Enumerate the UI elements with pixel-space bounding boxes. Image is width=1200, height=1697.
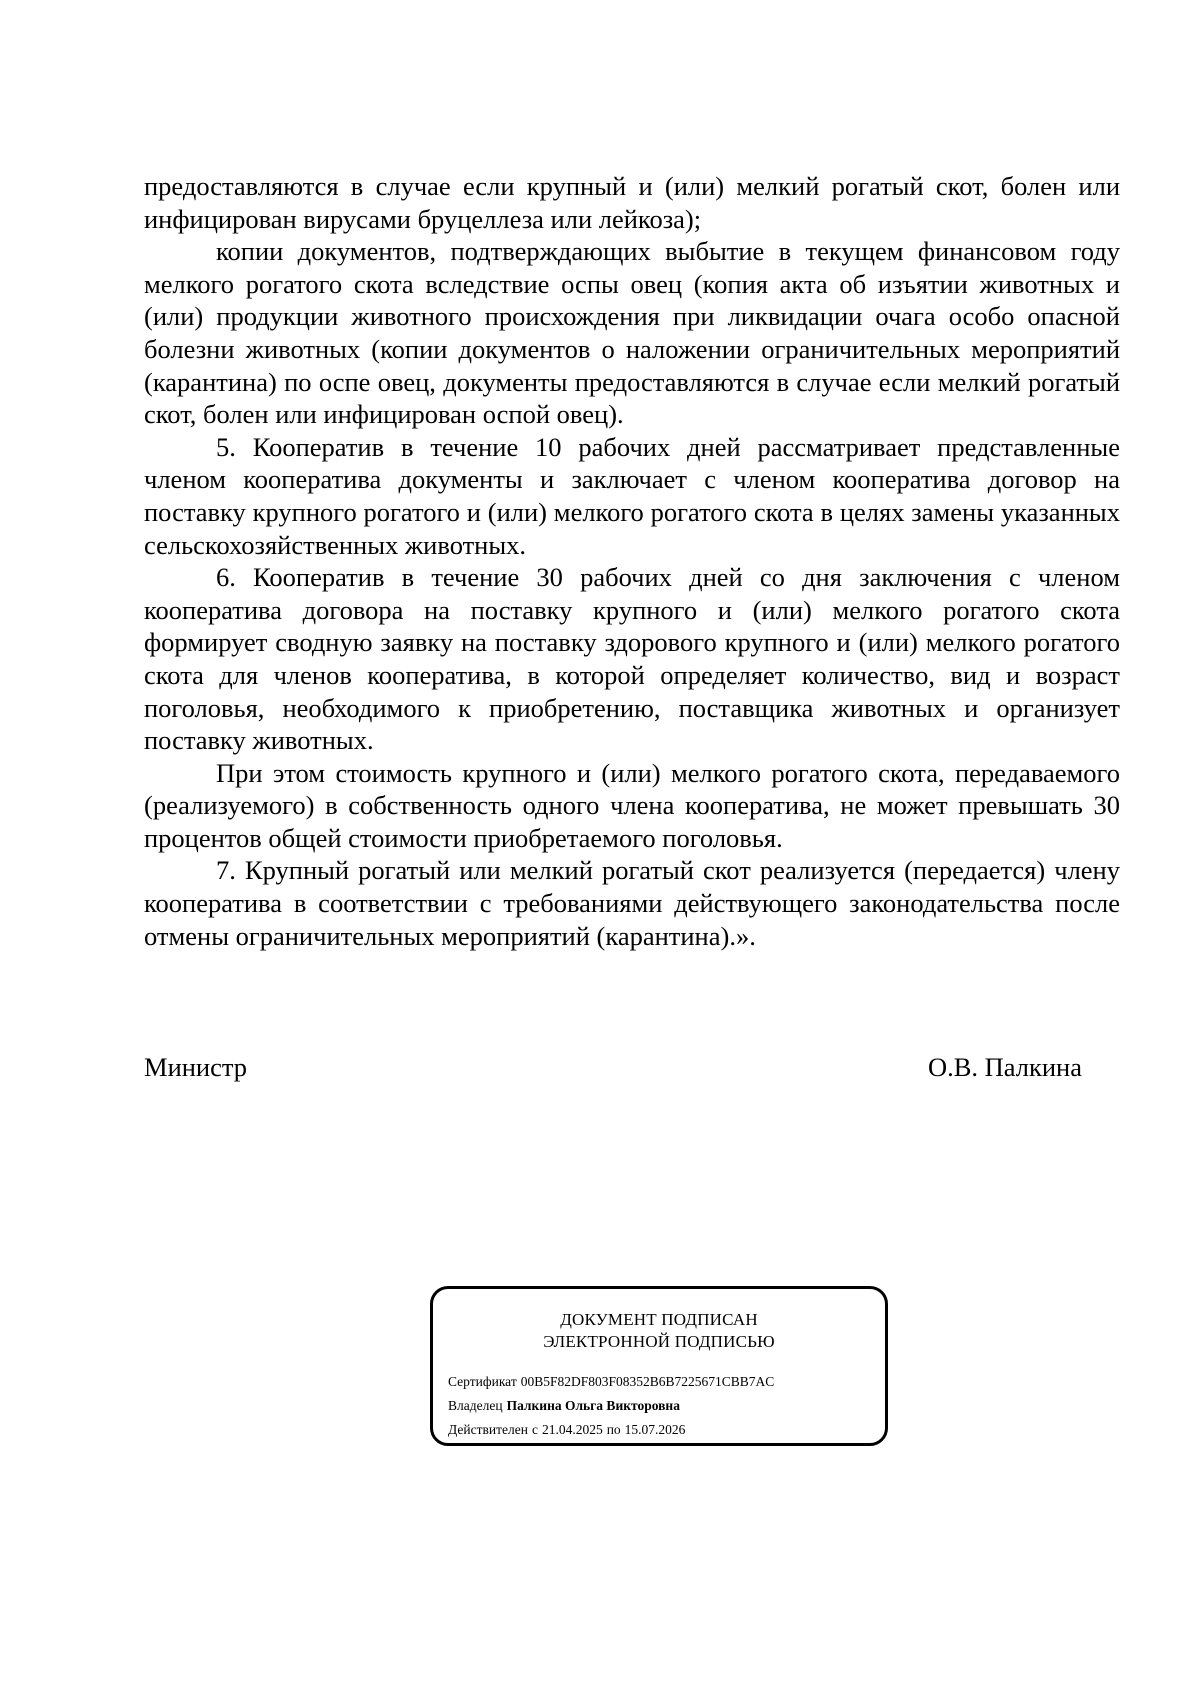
paragraph-cost-limit: При этом стоимость крупного и (или) мелкого рогатого скота, передаваемого (реализуемого) в собственность одного члена кооператива, не может превышать 30 процентов общей стоимости приобретаемого поголовья. [144, 757, 1120, 853]
stamp-certificate-row [448, 1373, 774, 1391]
signature-line [144, 1051, 1082, 1083]
stamp-certificate-value: 00B5F82DF803F08352B6B7225671CBB7AC [520, 1374, 775, 1389]
stamp-owner-label: Владелец [448, 1398, 503, 1413]
stamp-valid-from: 21.04.2025 [541, 1422, 603, 1437]
document-body [144, 170, 1120, 952]
stamp-valid-to-label: по [606, 1422, 621, 1437]
stamp-owner-row [448, 1397, 680, 1415]
signer-position: Министр [144, 1052, 248, 1082]
stamp-title [433, 1309, 885, 1353]
paragraph-item-5: 5. Кооператив в течение 10 рабочих дней рассматривает представленные членом кооператива документы и заключает с членом кооператива договор на поставку крупного рогатого и (или) мелкого рогатого скота в целях замены указанных сельскохозяйственных животных. [144, 431, 1120, 560]
stamp-title-line-1: ДОКУМЕНТ ПОДПИСАН [560, 1310, 758, 1329]
stamp-owner-value: Палкина Ольга Викторовна [506, 1398, 680, 1413]
stamp-validity-label: Действителен [448, 1422, 528, 1437]
stamp-certificate-label: Сертификат [448, 1374, 517, 1389]
paragraph-documents-copies: копии документов, подтверждающих выбытие в текущем финансовом году мелкого рогатого скота вследствие оспы овец (копия акта об изъятии животных и (или) продукции животного происхождения при ликвидации очага особо опасной болезни животных (копии документов о наложении ограничительных мероприятий (карантина) по оспе овец, документы предоставляются в случае если мелкий рогатый скот, болен или инфицирован оспой овец). [144, 236, 1120, 430]
stamp-valid-from-label: с [531, 1422, 538, 1437]
paragraph-item-7: 7. Крупный рогатый или мелкий рогатый скот реализуется (передается) члену кооператива в соответствии с требованиями действующего законодательства после отмены ограничительных мероприятий (карантина).». [144, 855, 1120, 951]
stamp-valid-to: 15.07.2026 [624, 1422, 686, 1437]
stamp-title-line-2: ЭЛЕКТРОННОЙ ПОДПИСЬЮ [543, 1332, 775, 1351]
stamp-validity-row [448, 1421, 685, 1439]
paragraph-continuation: предоставляются в случае если крупный и (или) мелкий рогатый скот, болен или инфицирован вирусами бруцеллеза или лейкоза); [144, 171, 1120, 234]
paragraph-item-6: 6. Кооператив в течение 30 рабочих дней со дня заключения с членом кооператива договора на поставку крупного и (или) мелкого рогатого скота формирует сводную заявку на поставку здорового крупного и (или) мелкого рогатого скота для членов кооператива, в которой определяет количество, вид и возраст поголовья, необходимого к приобретению, поставщика животных и организует поставку животных. [144, 562, 1120, 756]
signer-name: О.В. Палкина [927, 1052, 1082, 1082]
electronic-signature-stamp [430, 1286, 888, 1446]
